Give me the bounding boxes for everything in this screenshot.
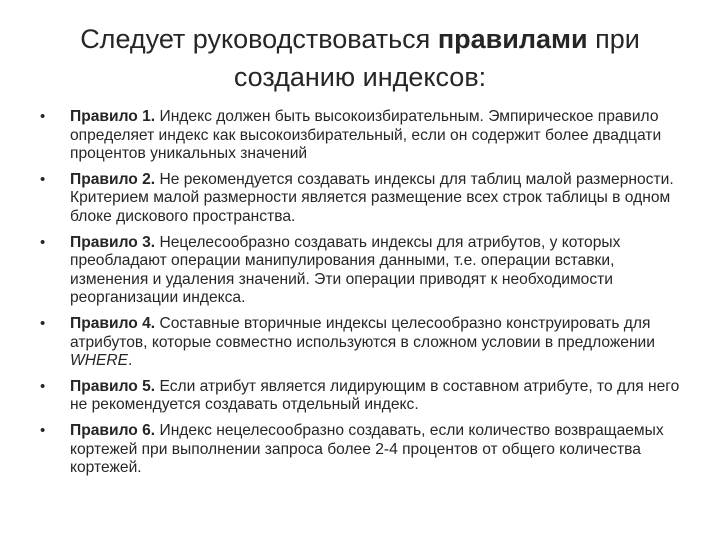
rule-item-6 <box>38 422 688 478</box>
title-text-bold: правилами <box>437 24 588 54</box>
rule-text: Составные вторичные индексы целесообразно конструировать для атрибутов, которые совместно используются в сложном условии в предложении <box>70 314 655 351</box>
rule-text-tail: . <box>128 352 133 370</box>
rule-label: Правило 4. <box>70 314 156 332</box>
rule-item-2 <box>38 171 688 227</box>
rule-label: Правило 1. <box>70 108 156 125</box>
bullet-icon: • <box>40 314 46 332</box>
slide-title <box>40 20 680 96</box>
rule-text: Индекс нецелесообразно создавать, если количество возвращаемых кортежей при выполнении запроса более 2-4 процентов от общего количества кортежей. <box>70 421 664 477</box>
title-text-after: при созданию индексов: <box>233 24 640 92</box>
rule-text: Нецелесообразно создавать индексы для атрибутов, у которых преобладают операции манипулирования данными, т.е. операции вставки, изменения и удаления значений. Эти операции приводят к необходимости реорганизации индекса. <box>70 233 621 307</box>
rule-item-1 <box>38 108 688 164</box>
rule-item-4 <box>38 315 688 371</box>
title-text-before: Следует руководствоваться <box>80 24 438 54</box>
rule-label: Правило 5. <box>70 377 156 395</box>
bullet-icon: • <box>40 377 46 395</box>
rule-text: Если атрибут является лидирующим в составном атрибуте, то для него не рекомендуется создавать отдельный индекс. <box>70 377 680 414</box>
bullet-icon: • <box>40 421 46 439</box>
rule-label: Правило 2. <box>70 170 156 188</box>
bullet-icon: • <box>40 170 46 188</box>
rules-list <box>38 108 688 485</box>
rule-text: Не рекомендуется создавать индексы для таблиц малой размерности. Критерием малой размерности является размещение всех строк таблицы в одном блоке дискового пространства. <box>70 170 674 225</box>
rule-text: Индекс должен быть высокоизбирательным. Эмпирическое правило определяет индекс как высокоизбирательный, если он содержит более двадцати процентов уникальных значений <box>70 108 662 163</box>
rule-code-keyword: WHERE <box>70 352 129 370</box>
rule-label: Правило 3. <box>70 233 156 251</box>
rule-label: Правило 6. <box>70 421 156 439</box>
rule-item-3 <box>38 234 688 308</box>
bullet-icon: • <box>40 108 46 125</box>
bullet-icon: • <box>40 233 46 251</box>
rule-item-5 <box>38 378 688 415</box>
